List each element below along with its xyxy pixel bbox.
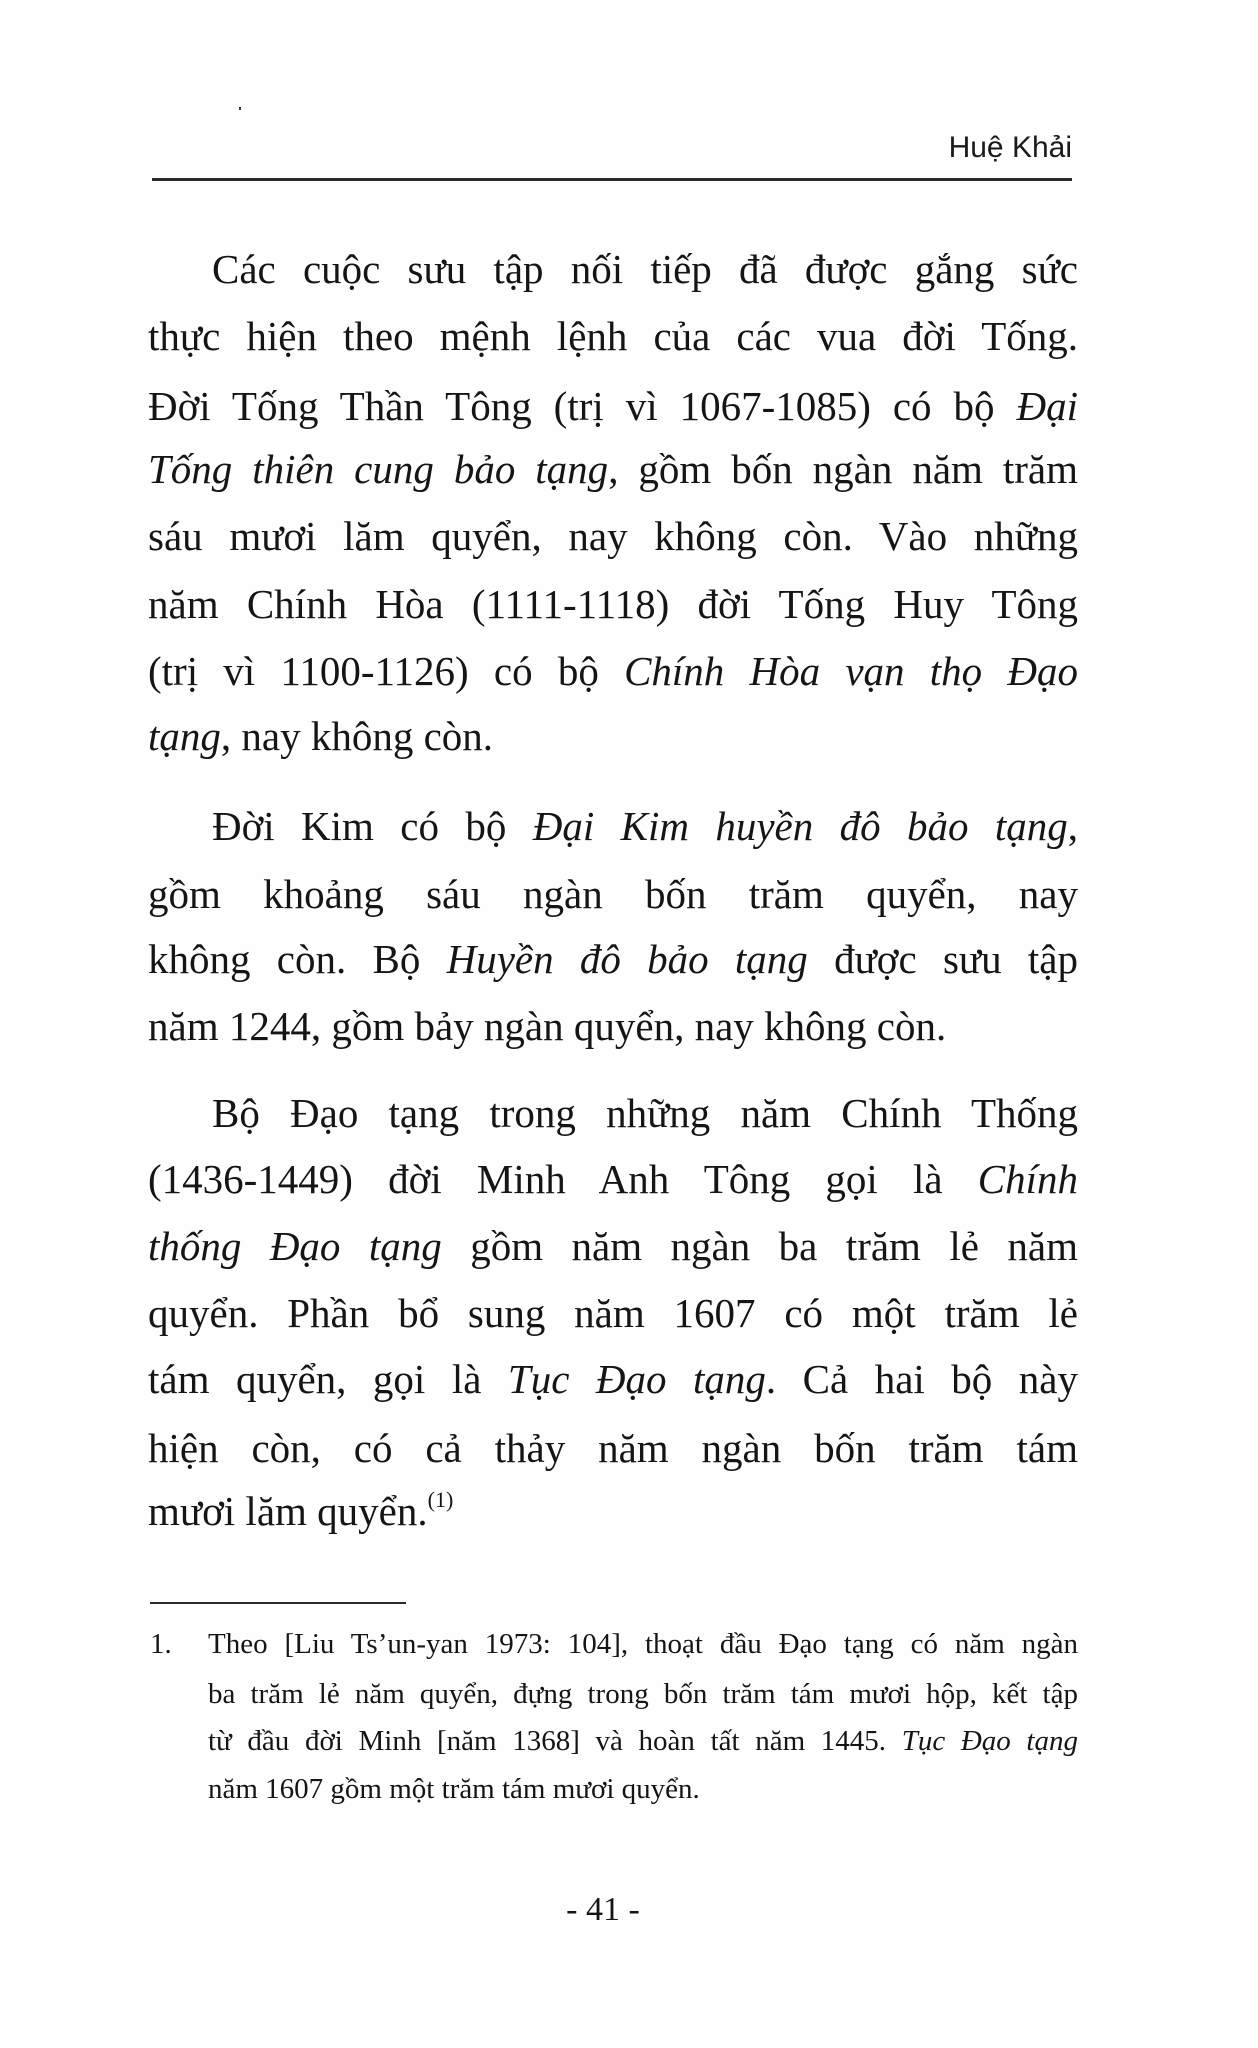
text-run: gồm khoảng sáu ngàn bốn trăm quyển, nay [148, 871, 1078, 917]
footnote-line [208, 1624, 1078, 1664]
body-line [148, 506, 1078, 566]
italic-title: Đại [1016, 383, 1078, 429]
body-line [148, 1418, 1078, 1478]
text-run: năm 1607 gồm một trăm tám mươi quyển. [208, 1773, 700, 1805]
body-line [148, 706, 1078, 766]
body-line [148, 996, 1078, 1056]
footnote-line [208, 1721, 1078, 1761]
text-run: năm 1244, gồm bảy ngàn quyển, nay không còn. [148, 1003, 947, 1049]
footnote-line [208, 1769, 1078, 1809]
text-run: Đời Kim có bộ [212, 803, 533, 849]
text-run: từ đầu đời Minh [năm 1368] và hoàn tất năm 1445. [208, 1725, 902, 1757]
text-run: Theo [Liu Ts’un-yan 1973: 104], thoạt đầu Đạo tạng có năm ngàn [208, 1628, 1078, 1660]
text-run: , nay không còn. [220, 713, 494, 759]
italic-title: thống Đạo tạng [148, 1223, 442, 1269]
body-line [148, 306, 1078, 366]
text-run: mươi lăm quyển. [148, 1488, 428, 1534]
italic-title: tạng [148, 713, 221, 759]
body-line [148, 864, 1078, 924]
page-number: - 41 - [566, 1891, 640, 1928]
text-run: , gồm bốn ngàn năm trăm [608, 446, 1079, 492]
body-line [148, 376, 1078, 436]
text-run: ba trăm lẻ năm quyển, đựng trong bốn trăm tám mươi hộp, kết tập [208, 1678, 1078, 1710]
text-run: Đời Tống Thần Tông (trị vì 1067-1085) có bộ [148, 383, 1017, 429]
italic-title: Tục Đạo tạng [901, 1725, 1078, 1757]
text-run: (1436-1449) đời Minh Anh Tông gọi là [148, 1156, 978, 1202]
italic-title: Tục Đạo tạng [507, 1356, 766, 1402]
text-run: Bộ Đạo tạng trong những năm Chính Thống [212, 1090, 1078, 1136]
text-run: , [1067, 803, 1078, 849]
italic-title: Đại Kim huyền đô bảo tạng [532, 803, 1068, 849]
italic-title: Huyền đô bảo tạng [446, 936, 808, 982]
body-line [148, 1149, 1078, 1209]
footnote-line [208, 1674, 1078, 1714]
text-run: sáu mươi lăm quyển, nay không còn. Vào những [148, 513, 1078, 559]
text-run: được sưu tập [807, 936, 1078, 982]
text-run: (trị vì 1100-1126) có bộ [148, 648, 625, 694]
body-line [148, 574, 1078, 634]
body-line [212, 239, 1078, 299]
body-line [148, 1481, 1078, 1541]
body-line [148, 1216, 1078, 1276]
text-run: thực hiện theo mệnh lệnh của các vua đời Tống. [148, 313, 1078, 359]
text-run: . Cả hai bộ này [765, 1356, 1078, 1402]
footnote-rule [150, 1602, 406, 1604]
scan-speck [239, 107, 241, 110]
body-line [148, 641, 1078, 701]
text-run: quyển. Phần bổ sung năm 1607 có một trăm lẻ [148, 1290, 1078, 1336]
body-line [148, 439, 1078, 499]
body-line [148, 1283, 1078, 1343]
text-run: không còn. Bộ [148, 936, 447, 982]
text-run: gồm năm ngàn ba trăm lẻ năm [441, 1223, 1078, 1269]
italic-title: Chính [977, 1156, 1078, 1202]
body-line [212, 796, 1078, 856]
italic-title: Tống thiên cung bảo tạng [148, 446, 609, 492]
footnote-number: 1. [150, 1628, 172, 1660]
body-line [212, 1083, 1078, 1143]
text-run: tám quyển, gọi là [148, 1356, 508, 1402]
running-head-author: Huệ Khải [948, 131, 1072, 164]
text-run: năm Chính Hòa (1111-1118) đời Tống Huy Tông [148, 581, 1078, 627]
italic-title: Chính Hòa vạn thọ Đạo [624, 648, 1078, 694]
text-run: Các cuộc sưu tập nối tiếp đã được gắng sức [212, 246, 1078, 292]
body-line [148, 929, 1078, 989]
header-rule [152, 178, 1072, 181]
body-line [148, 1349, 1078, 1409]
text-run: hiện còn, có cả thảy năm ngàn bốn trăm tám [148, 1425, 1078, 1471]
footnote-ref: (1) [427, 1487, 454, 1512]
